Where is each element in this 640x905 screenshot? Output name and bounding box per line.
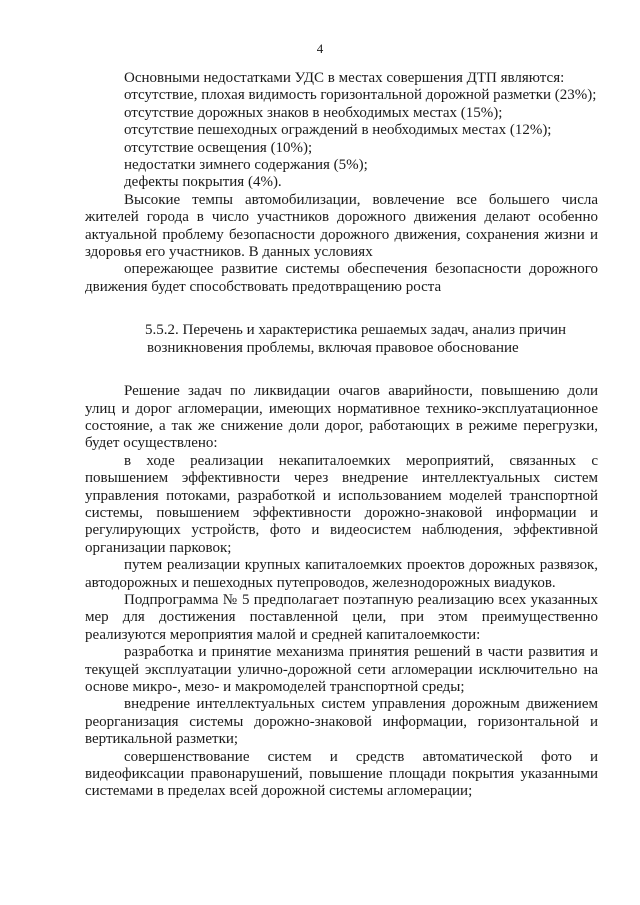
defect-item: недостатки зимнего содержания (5%); bbox=[124, 157, 368, 174]
intro-lead: Основными недостатками УДС в местах совершения ДТП являются: bbox=[124, 70, 565, 86]
paragraph: Подпрограмма № 5 предполагает поэтапную реализацию всех указанных мер для достижения поставленной цели, при этом преимущественно реализуются мероприятия малой и средней капиталоемкости: bbox=[85, 591, 598, 643]
defect-item: отсутствие дорожных знаков в необходимых местах (15%); bbox=[124, 104, 503, 121]
section-heading-line: возникновения проблемы, включая правовое обоснование bbox=[147, 339, 519, 356]
defect-item: отсутствие освещения (10%); bbox=[124, 139, 313, 156]
paragraph: разработка и принятие механизма принятия решений в части развития и текущей эксплуатации улично-дорожной сети агломерации исключительно на основе микро-, мезо- и макромоделей транспортной среды; bbox=[85, 644, 598, 695]
section-heading bbox=[85, 322, 598, 357]
paragraph: опережающее развитие системы обеспечения безопасности дорожного движения будет способствовать предотвращению роста bbox=[85, 261, 598, 295]
document-body bbox=[85, 70, 598, 801]
defect-item: дефекты покрытия (4%). bbox=[124, 174, 282, 191]
paragraph: совершенствование систем и средств автоматической фото и видеофиксации правонарушений, повышение площади покрытия указанными системами в пределах всей дорожной системы агломерации; bbox=[85, 748, 598, 800]
section-heading-line: 5.5.2. Перечень и характеристика решаемых задач, анализ причин bbox=[145, 322, 567, 339]
paragraph: Высокие темпы автомобилизации, вовлечение все большего числа жителей города в число участников дорожного движения делают особенно актуальной проблему безопасности дорожного движения, сохранения жизни и здоровья его участников. В данных условиях bbox=[85, 191, 598, 261]
page-number: 4 bbox=[316, 41, 324, 56]
paragraph: путем реализации крупных капиталоемких проектов дорожных развязок, автодорожных и пешеходных путепроводов, железнодорожных виадуков. bbox=[85, 557, 598, 591]
defect-item: отсутствие пешеходных ограждений в необходимых местах (12%); bbox=[124, 122, 552, 139]
paragraph: в ходе реализации некапиталоемких мероприятий, связанных с повышением эффективности через внедрение интеллектуальных систем управления потоками, разработкой и использованием моделей транспортной системы, повышением эффективности дорожно-знаковой информации и регулирующих устройств, фото и видеосистем наблюдения, эффективной организации парковок; bbox=[85, 452, 598, 556]
paragraph: внедрение интеллектуальных систем управления дорожным движением реорганизация системы дорожно-знаковой информации, горизонтальной и вертикальной разметки; bbox=[85, 696, 598, 748]
defect-item: отсутствие, плохая видимость горизонтальной дорожной разметки (23%); bbox=[124, 87, 597, 104]
paragraph: Решение задач по ликвидации очагов аварийности, повышению доли улиц и дорог агломерации, имеющих нормативное технико-эксплуатационное состояние, а так же снижение доли дорог, работающих в режиме перегрузки, будет осуществлено: bbox=[85, 383, 598, 452]
